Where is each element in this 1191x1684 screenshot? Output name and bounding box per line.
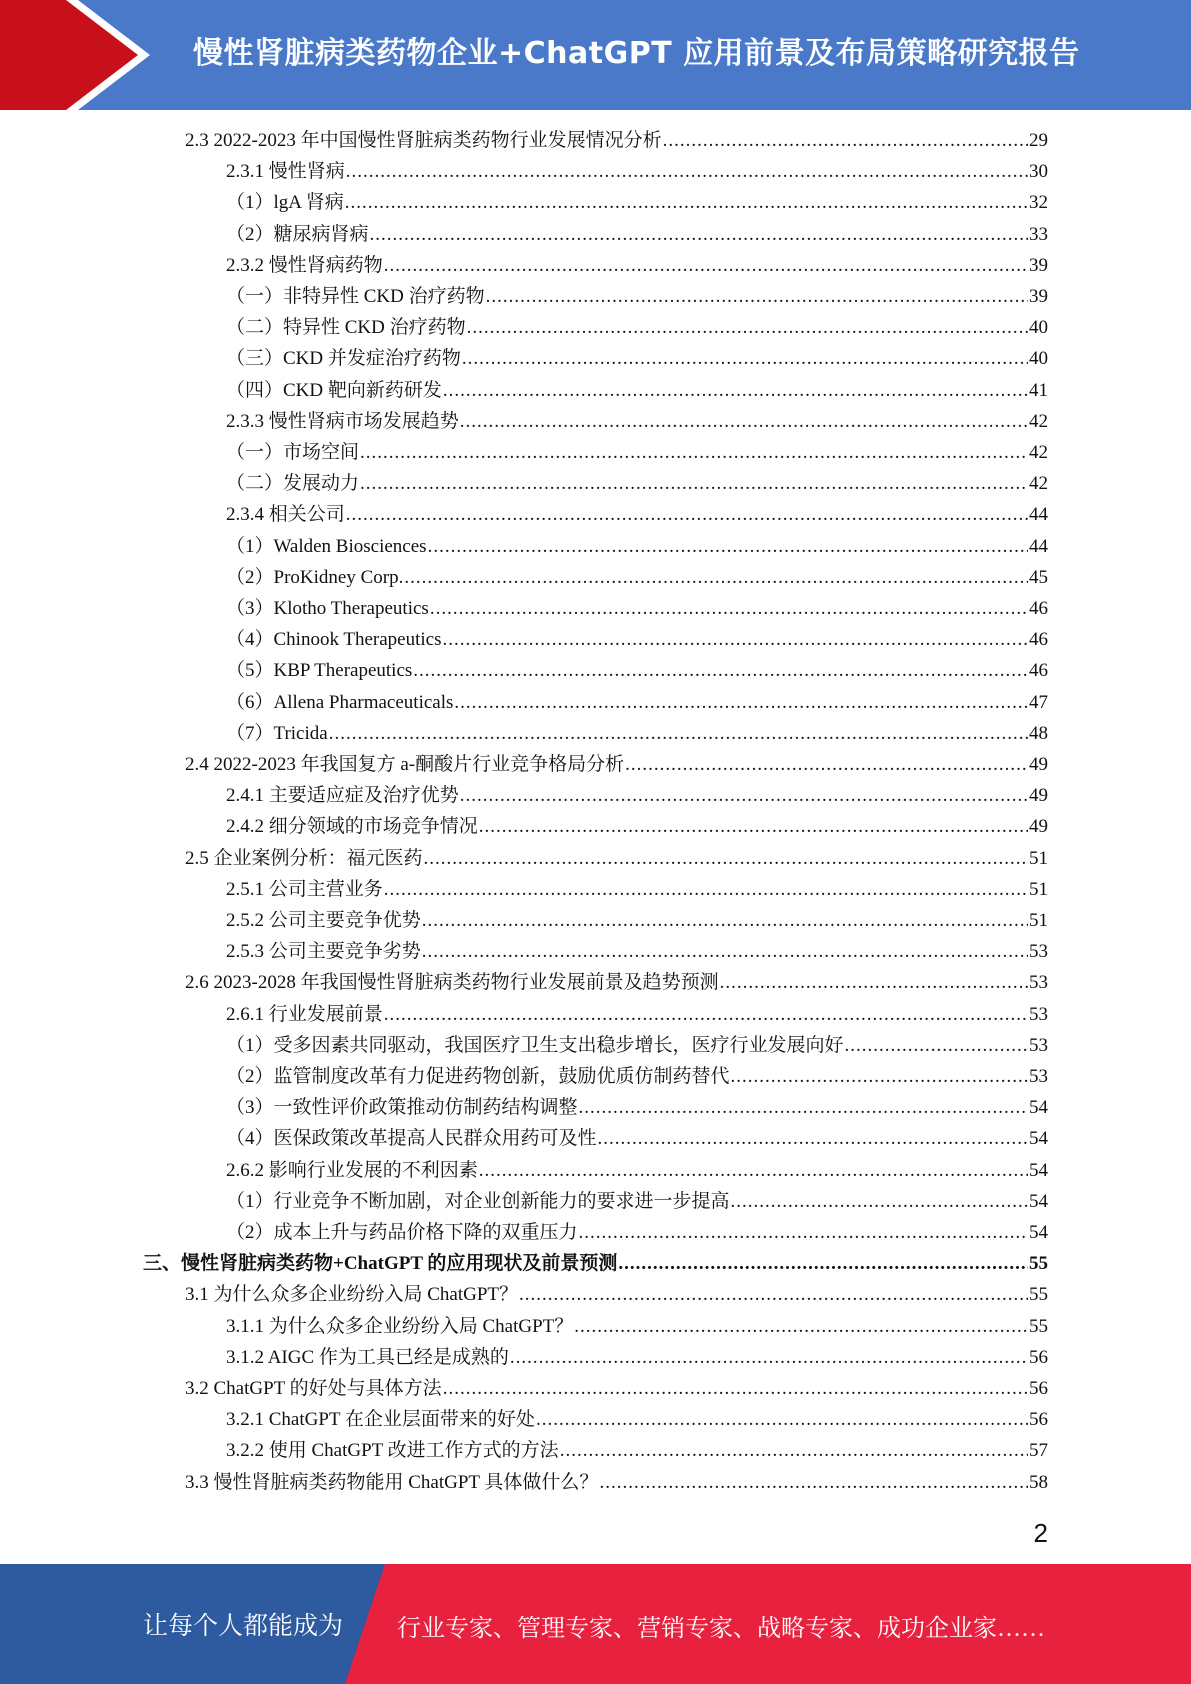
toc-dot-leader	[598, 1124, 1028, 1154]
toc-entry-page: 30	[1029, 161, 1048, 183]
toc-entry[interactable]	[185, 968, 1048, 998]
toc-entry-page: 33	[1029, 223, 1048, 245]
toc-entry-page: 29	[1029, 130, 1048, 151]
toc-entry-page: 54	[1029, 1159, 1048, 1181]
toc-dot-leader	[479, 812, 1028, 842]
toc-entry-page: 42	[1029, 410, 1048, 432]
toc-entry-title: 3.2.2 使用 ChatGPT 改进工作方式的方法	[226, 1440, 559, 1462]
toc-entry[interactable]	[226, 937, 1048, 967]
toc-dot-leader	[560, 1436, 1028, 1466]
toc-entry[interactable]	[185, 750, 1048, 780]
toc-dot-leader	[384, 1000, 1028, 1030]
toc-dot-leader	[413, 656, 1028, 686]
toc-dot-leader	[384, 251, 1028, 281]
toc-entry[interactable]	[226, 407, 1048, 437]
toc-dot-leader	[510, 1343, 1028, 1373]
toc-entry[interactable]	[226, 1218, 1048, 1248]
toc-entry-title: （3）Klotho Therapeutics	[226, 598, 429, 619]
toc-entry-title: （4）Chinook Therapeutics	[226, 629, 442, 651]
toc-dot-leader	[479, 1156, 1028, 1186]
toc-entry-title: （一）非特异性 CKD 治疗药物	[226, 286, 485, 307]
toc-dot-leader	[370, 220, 1028, 250]
toc-dot-leader	[460, 407, 1028, 437]
toc-entry[interactable]	[185, 126, 1048, 156]
toc-entry-title: （三）CKD 并发症治疗药物	[226, 348, 461, 370]
toc-dot-leader	[579, 1093, 1028, 1123]
toc-dot-leader	[428, 532, 1028, 562]
toc-entry-title: （2）ProKidney Corp.	[226, 566, 404, 588]
toc-entry-title: 2.3 2022-2023 年中国慢性肾脏病类药物行业发展情况分析	[185, 130, 662, 151]
toc-entry[interactable]	[226, 656, 1048, 686]
toc-entry-title: 2.4.1 主要适应症及治疗优势	[226, 785, 459, 807]
toc-entry-title: 2.4 2022-2023 年我国复方 a-酮酸片行业竞争格局分析	[185, 754, 625, 775]
toc-entry-title: 2.6 2023-2028 年我国慢性肾脏病类药物行业发展前景及趋势预测	[185, 972, 719, 994]
toc-entry[interactable]	[226, 688, 1048, 718]
toc-entry-page: 58	[1029, 1471, 1048, 1493]
toc-entry-title: （二）发展动力	[226, 473, 360, 495]
toc-entry-title: （2）成本上升与药品价格下降的双重压力	[226, 1222, 578, 1243]
toc-dot-leader	[346, 157, 1028, 187]
toc-entry[interactable]	[226, 812, 1048, 842]
toc-entry[interactable]	[226, 1031, 1048, 1061]
toc-entry[interactable]	[226, 313, 1048, 343]
toc-entry-page: 49	[1029, 785, 1048, 807]
toc-entry[interactable]	[226, 1156, 1048, 1186]
toc-dot-leader	[442, 625, 1028, 655]
toc-entry[interactable]	[226, 594, 1048, 624]
toc-entry[interactable]	[226, 1343, 1048, 1373]
toc-dot-leader	[845, 1031, 1028, 1061]
toc-dot-leader	[422, 937, 1028, 967]
toc-entry-title: （2）糖尿病肾病	[226, 223, 369, 245]
toc-dot-leader	[625, 750, 1028, 780]
toc-entry[interactable]	[226, 157, 1048, 187]
toc-dot-leader	[462, 344, 1028, 374]
toc-entry-page: 42	[1029, 473, 1048, 495]
toc-dot-leader	[345, 188, 1028, 218]
toc-entry-page: 53	[1029, 941, 1048, 963]
toc-dot-leader	[574, 1312, 1028, 1342]
toc-entry[interactable]	[226, 1062, 1048, 1092]
toc-dot-leader	[467, 313, 1028, 343]
toc-entry-page: 57	[1029, 1440, 1048, 1462]
toc-dot-leader	[443, 376, 1028, 406]
toc-dot-leader	[599, 1468, 1028, 1498]
toc-entry[interactable]	[226, 282, 1048, 312]
toc-entry-title: 2.6.1 行业发展前景	[226, 1003, 383, 1025]
toc-entry-title: 2.3.2 慢性肾病药物	[226, 254, 383, 276]
toc-entry-page: 56	[1029, 1346, 1048, 1368]
toc-entry-page: 55	[1029, 1253, 1048, 1275]
toc-dot-leader	[424, 844, 1028, 874]
toc-dot-leader	[618, 1249, 1028, 1279]
toc-entry-title: （3）一致性评价政策推动仿制药结构调整	[226, 1097, 578, 1119]
toc-entry-page: 49	[1029, 754, 1048, 775]
toc-entry-title: （5）KBP Therapeutics	[226, 660, 413, 682]
toc-entry[interactable]	[226, 344, 1048, 374]
toc-entry-page: 40	[1029, 348, 1048, 370]
toc-entry-title: 2.3.1 慢性肾病	[226, 161, 345, 183]
toc-entry[interactable]	[226, 220, 1048, 250]
toc-dot-leader	[329, 719, 1028, 749]
toc-entry-page: 54	[1029, 1190, 1048, 1212]
toc-entry[interactable]	[226, 1312, 1048, 1342]
page-footer	[0, 1564, 1191, 1684]
toc-entry-page: 53	[1029, 1066, 1048, 1087]
toc-entry[interactable]	[185, 844, 1048, 874]
toc-dot-leader	[384, 875, 1028, 905]
toc-entry-title: 三、慢性肾脏病类药物+ChatGPT 的应用现状及前景预测	[143, 1253, 618, 1275]
toc-entry[interactable]	[143, 1249, 1048, 1279]
toc-entry[interactable]	[226, 1093, 1048, 1123]
toc-entry-title: 2.5.2 公司主要竞争优势	[226, 910, 421, 931]
toc-entry-page: 40	[1029, 317, 1048, 339]
toc-entry-page: 55	[1029, 1315, 1048, 1337]
toc-dot-leader	[443, 1374, 1028, 1404]
toc-entry-title: （2）监管制度改革有力促进药物创新，鼓励优质仿制药替代	[226, 1066, 730, 1087]
toc-dot-leader	[360, 438, 1028, 468]
toc-entry-title: （二）特异性 CKD 治疗药物	[226, 317, 466, 339]
toc-entry-title: 2.3.3 慢性肾病市场发展趋势	[226, 410, 459, 432]
toc-entry-page: 51	[1029, 847, 1048, 869]
toc-entry[interactable]	[226, 251, 1048, 281]
toc-entry-page: 46	[1029, 598, 1048, 619]
toc-entry[interactable]	[226, 625, 1048, 655]
toc-entry[interactable]	[226, 1436, 1048, 1466]
report-title: 慢性肾脏病类药物企业+ChatGPT 应用前景及布局策略研究报告	[193, 36, 1080, 71]
toc-dot-leader	[663, 126, 1028, 156]
toc-entry[interactable]	[226, 469, 1048, 499]
toc-entry-title: （1）Walden Biosciences	[226, 535, 427, 557]
toc-entry-page: 39	[1029, 286, 1048, 307]
toc-entry-page: 53	[1029, 1003, 1048, 1025]
toc-entry-page: 41	[1029, 379, 1048, 401]
toc-entry-title: 2.6.2 影响行业发展的不利因素	[226, 1159, 478, 1181]
toc-entry-title: （4）医保政策改革提高人民群众用药可及性	[226, 1128, 597, 1150]
footer-slogan-left: 让每个人都能成为	[143, 1613, 344, 1640]
toc-entry-page: 54	[1029, 1222, 1048, 1243]
toc-dot-leader	[519, 1280, 1028, 1310]
toc-entry-title: （1）受多因素共同驱动，我国医疗卫生支出稳步增长，医疗行业发展向好	[226, 1034, 844, 1056]
toc-entry-page: 49	[1029, 816, 1048, 838]
toc-entry-page: 44	[1029, 504, 1048, 526]
toc-dot-leader	[731, 1187, 1028, 1217]
toc-dot-leader	[536, 1405, 1028, 1435]
toc-dot-leader	[360, 469, 1028, 499]
toc-dot-leader	[430, 594, 1028, 624]
toc-entry[interactable]	[226, 1000, 1048, 1030]
toc-entry[interactable]	[226, 376, 1048, 406]
toc-entry-page: 56	[1029, 1409, 1048, 1431]
toc-entry[interactable]	[226, 563, 1048, 593]
toc-entry-page: 32	[1029, 192, 1048, 214]
toc-entry[interactable]	[226, 1187, 1048, 1217]
toc-entry[interactable]	[226, 719, 1048, 749]
toc-entry-title: 2.5.3 公司主要竞争劣势	[226, 941, 421, 963]
toc-entry[interactable]	[226, 875, 1048, 905]
toc-entry-page: 53	[1029, 972, 1048, 994]
toc-entry-title: 3.1.1 为什么众多企业纷纷入局 ChatGPT？	[226, 1315, 574, 1337]
toc-entry-page: 54	[1029, 1128, 1048, 1150]
toc-entry-title: （1）lgA 肾病	[226, 192, 344, 214]
toc-entry-page: 55	[1029, 1284, 1048, 1306]
footer-slogan-right: 行业专家、管理专家、营销专家、战略专家、成功企业家……	[397, 1616, 1045, 1642]
toc-dot-leader	[404, 563, 1028, 593]
toc-entry-page: 47	[1029, 691, 1048, 713]
toc-entry-page: 48	[1029, 722, 1048, 744]
toc-entry[interactable]	[185, 1468, 1048, 1498]
toc-entry-title: 2.5 企业案例分析：福元医药	[185, 847, 423, 869]
toc-entry-title: 2.5.1 公司主营业务	[226, 878, 383, 900]
toc-entry-title: 2.4.2 细分领域的市场竞争情况	[226, 816, 478, 838]
toc-entry[interactable]	[226, 1124, 1048, 1154]
toc-entry[interactable]	[226, 532, 1048, 562]
toc-entry-page: 44	[1029, 535, 1048, 557]
toc-entry-page: 46	[1029, 660, 1048, 682]
toc-entry-page: 53	[1029, 1034, 1048, 1056]
toc-entry-title: 3.2 ChatGPT 的好处与具体方法	[185, 1378, 442, 1399]
toc-entry-page: 39	[1029, 254, 1048, 276]
toc-entry[interactable]	[226, 500, 1048, 530]
toc-entry[interactable]	[226, 906, 1048, 936]
toc-dot-leader	[422, 906, 1028, 936]
toc-dot-leader	[346, 500, 1028, 530]
toc-dot-leader	[731, 1062, 1028, 1092]
toc-entry-page: 42	[1029, 442, 1048, 463]
toc-entry[interactable]	[226, 781, 1048, 811]
toc-entry[interactable]	[226, 438, 1048, 468]
toc-entry-title: 2.3.4 相关公司	[226, 504, 345, 526]
header-chevron	[0, 0, 140, 110]
toc-entry[interactable]	[185, 1280, 1048, 1310]
toc-dot-leader	[720, 968, 1028, 998]
toc-entry-page: 46	[1029, 629, 1048, 651]
toc-entry-title: 3.3 慢性肾脏病类药物能用 ChatGPT 具体做什么？	[185, 1471, 599, 1493]
toc-entry-page: 51	[1029, 910, 1048, 931]
page-header	[0, 0, 1191, 110]
toc-dot-leader	[486, 282, 1028, 312]
toc-dot-leader	[460, 781, 1028, 811]
toc-entry-page: 56	[1029, 1378, 1048, 1399]
toc-entry-title: （6）Allena Pharmaceuticals	[226, 691, 454, 713]
toc-entry-title: （四）CKD 靶向新药研发	[226, 379, 442, 401]
toc-entry[interactable]	[226, 188, 1048, 218]
toc-entry-page: 45	[1029, 566, 1048, 588]
toc-dot-leader	[579, 1218, 1028, 1248]
toc-entry-title: 3.1.2 AIGC 作为工具已经是成熟的	[226, 1346, 509, 1368]
toc-entry-title: （1）行业竞争不断加剧，对企业创新能力的要求进一步提高	[226, 1190, 730, 1212]
toc-entry-title: （7）Tricida	[226, 722, 328, 744]
toc-entry[interactable]	[185, 1374, 1048, 1404]
toc-entry[interactable]	[226, 1405, 1048, 1435]
toc-entry-page: 54	[1029, 1097, 1048, 1119]
toc-entry-title: 3.2.1 ChatGPT 在企业层面带来的好处	[226, 1409, 535, 1431]
toc-entry-title: （一）市场空间	[226, 442, 360, 463]
toc-entry-page: 51	[1029, 878, 1048, 900]
toc-dot-leader	[454, 688, 1028, 718]
toc-entry-title: 3.1 为什么众多企业纷纷入局 ChatGPT？	[185, 1284, 519, 1306]
page-number: 2	[1033, 1518, 1048, 1548]
